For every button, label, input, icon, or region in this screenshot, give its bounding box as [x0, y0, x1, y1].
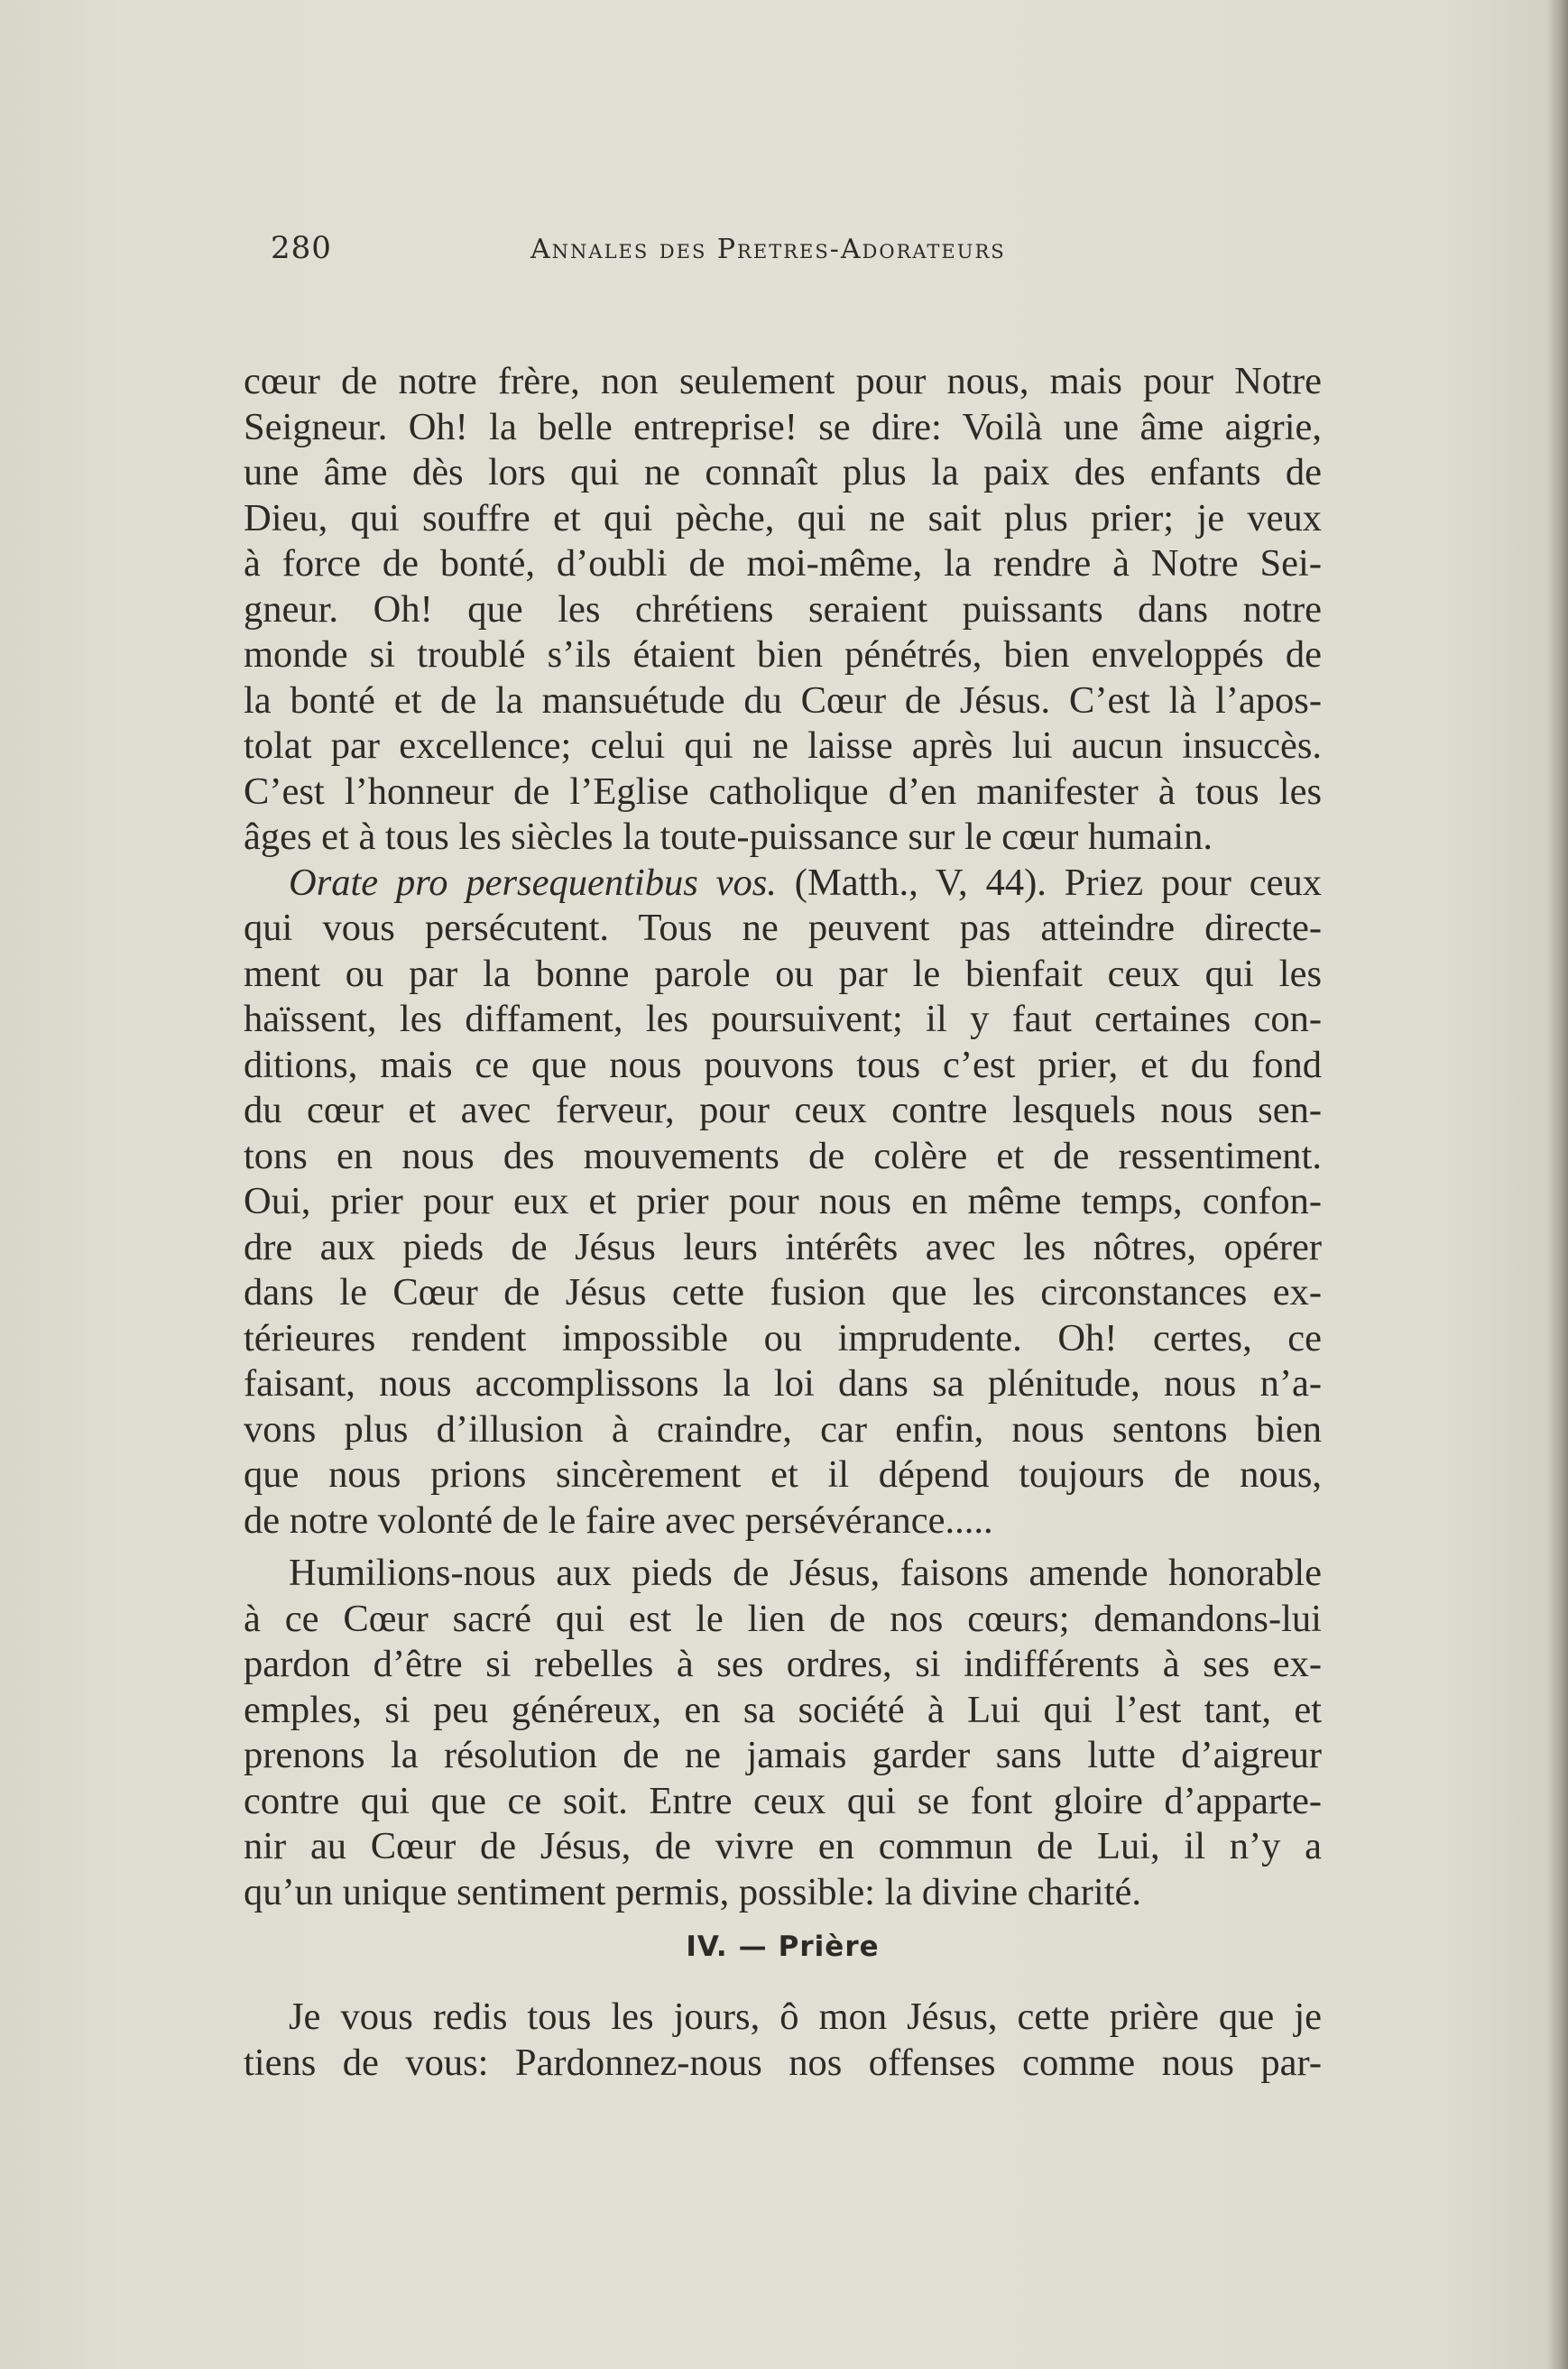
paragraph-1	[244, 359, 1322, 861]
text-line	[244, 861, 1322, 907]
text-line: Seigneur. Oh! la belle entreprise! se dire: Voilà une âme aigrie,	[244, 405, 1322, 448]
text-line: cœur de notre frère, non seulement pour nous, mais pour Notre	[244, 360, 1322, 402]
heading-dash: —	[738, 1931, 768, 1963]
heading-title: Prière	[778, 1931, 880, 1963]
text-line: emples, si peu généreux, en sa société à Lui qui l’est tant, et	[244, 1688, 1322, 1731]
text-span: (Matth., V, 44). Priez pour ceux	[776, 861, 1322, 904]
text-line: Oui, prier pour eux et prier pour nous en même temps, confon-	[244, 1180, 1322, 1222]
text-line: âges et à tous les siècles la toute-puissance sur le cœur humain.	[244, 816, 1213, 858]
text-line: Dieu, qui souffre et qui pèche, qui ne sait plus prier; je veux	[244, 496, 1322, 539]
text-line: térieures rendent impossible ou imprudente. Oh! certes, ce	[244, 1316, 1322, 1360]
body-text	[244, 359, 1322, 2086]
text-line: nir au Cœur de Jésus, de vivre en commun de Lui, il n’y a	[244, 1825, 1322, 1867]
text-line: prenons la résolution de ne jamais garder sans lutte d’aigreur	[244, 1734, 1322, 1776]
text-line: qui vous persécutent. Tous ne peuvent pas atteindre directe-	[244, 907, 1322, 949]
text-line: du cœur et avec ferveur, pour ceux contre lesquels nous sen-	[244, 1089, 1322, 1131]
text-line: contre qui que ce soit. Entre ceux qui se font gloire d’apparte-	[244, 1779, 1322, 1822]
text-line: que nous prions sincèrement et il dépend toujours de nous,	[244, 1453, 1322, 1496]
text-line: une âme dès lors qui ne connaît plus la paix des enfants de	[244, 451, 1322, 493]
section-heading	[244, 1926, 1322, 1968]
paragraph-2	[244, 861, 1322, 1544]
text-line: C’est l’honneur de l’Eglise catholique d’en manifester à tous les	[244, 770, 1322, 813]
text-line: haïssent, les diffament, les poursuivent; il y faut certaines con-	[244, 998, 1322, 1040]
latin-quote: Orate pro persequentibus vos.	[289, 861, 777, 904]
text-line: gneur. Oh! que les chrétiens seraient puissants dans notre	[244, 587, 1322, 631]
paragraph-3	[244, 1551, 1322, 1915]
text-line: faisant, nous accomplissons la loi dans sa plénitude, nous n’a-	[244, 1362, 1322, 1405]
text-line: pardon d’être si rebelles à ses ordres, si indifférents à ses ex-	[244, 1643, 1322, 1685]
text-line: à ce Cœur sacré qui est le lien de nos cœurs; demandons-lui	[244, 1597, 1322, 1640]
page-edge-shadow	[1546, 0, 1568, 2369]
text-line: vons plus d’illusion à craindre, car enfin, nous sentons bien	[244, 1407, 1322, 1451]
text-line: ditions, mais ce que nous pouvons tous c’est prier, et du fond	[244, 1043, 1322, 1086]
text-line: Je vous redis tous les jours, ô mon Jésus, cette prière que je	[289, 1996, 1322, 2038]
text-line: ment ou par la bonne parole ou par le bienfait ceux qui les	[244, 952, 1322, 995]
paragraph-4	[244, 1995, 1322, 2086]
text-line: tiens de vous: Pardonnez-nous nos offenses comme nous par-	[244, 2041, 1322, 2084]
text-line: la bonté et de la mansuétude du Cœur de Jésus. C’est là l’apos-	[244, 678, 1322, 722]
text-line: qu’un unique sentiment permis, possible: la divine charité.	[244, 1870, 1141, 1913]
text-line: dre aux pieds de Jésus leurs intérêts avec les nôtres, opérer	[244, 1225, 1322, 1268]
text-line: de notre volonté de le faire avec persévérance.....	[244, 1498, 993, 1542]
text-line: tons en nous des mouvements de colère et de ressentiment.	[244, 1134, 1322, 1177]
page-header	[271, 230, 1335, 275]
page-number: 280	[271, 230, 332, 266]
text-line: dans le Cœur de Jésus cette fusion que les circonstances ex-	[244, 1271, 1322, 1314]
text-line: à force de bonté, d’oubli de moi-même, la rendre à Notre Sei-	[244, 542, 1322, 585]
heading-number: IV.	[686, 1931, 728, 1963]
text-line: Humilions-nous aux pieds de Jésus, faisons amende honorable	[289, 1552, 1322, 1594]
text-line: monde si troublé s’ils étaient bien pénétrés, bien enveloppés de	[244, 633, 1322, 676]
text-line: tolat par excellence; celui qui ne laisse après lui aucun insuccès.	[244, 724, 1322, 767]
running-title: Annales des Pretres-Adorateurs	[530, 234, 1006, 265]
